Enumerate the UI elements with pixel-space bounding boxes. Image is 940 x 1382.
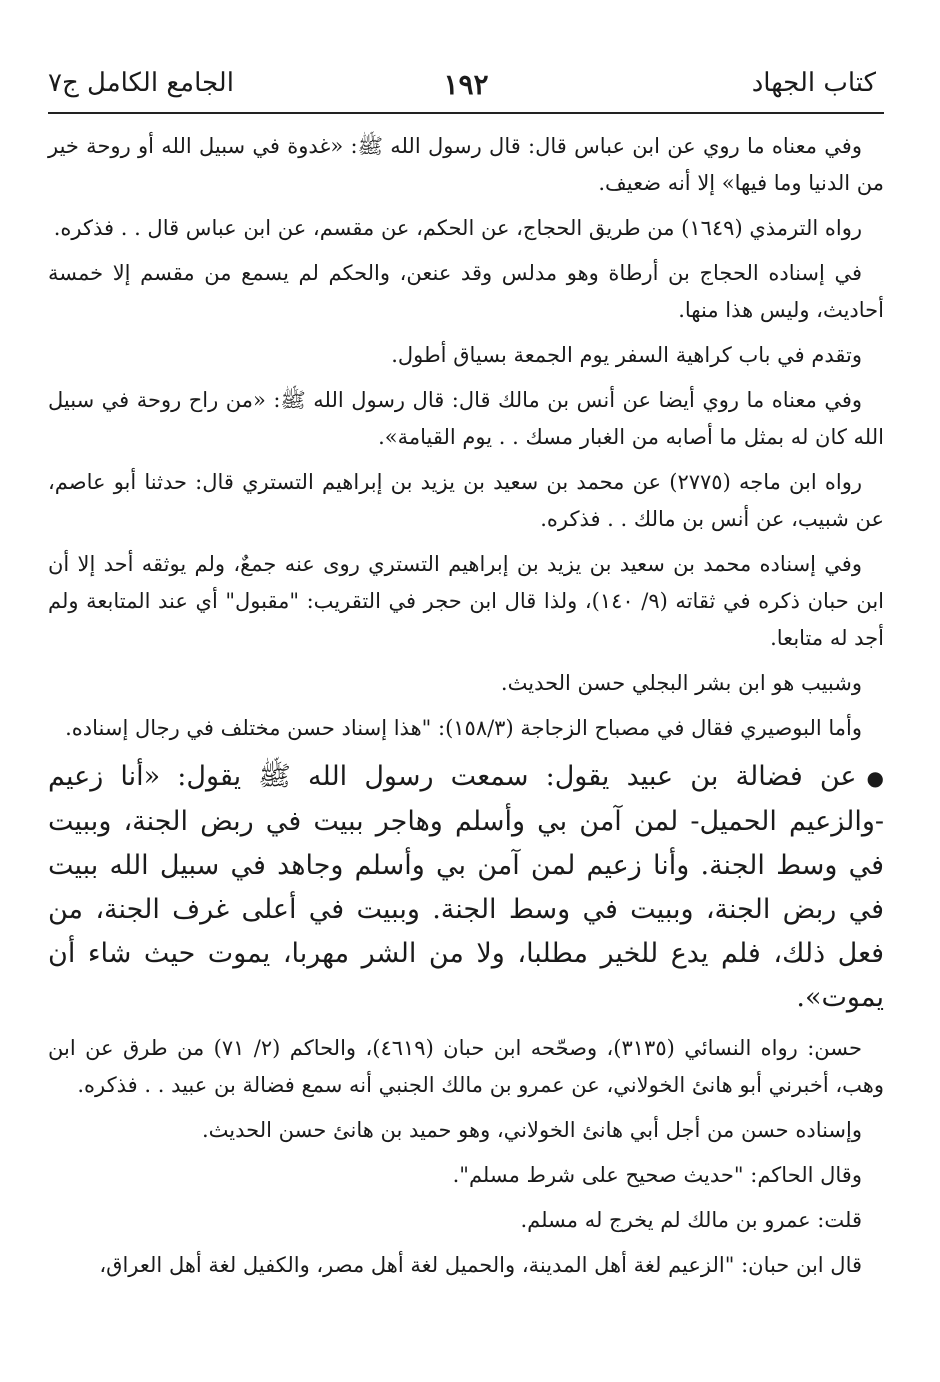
- paragraph: وفي إسناده محمد بن سعيد بن يزيد بن إبراهيم التستري روى عنه جمعٌ، ولم يوثقه أحد إلا أن ابن حبان ذكره في ثقاته (٩/ ١٤٠)، ولذا قال ابن حجر في التقريب: "مقبول" أي عند المتابعة ولم أجد له متابعا.: [48, 552, 885, 650]
- page-header: [48, 60, 884, 114]
- paragraph: وأما البوصيري فقال في مصباح الزجاجة (١٥٨/٣): "هذا إسناد حسن مختلف في رجال إسناده.: [65, 716, 862, 740]
- paragraph: في إسناده الحجاج بن أرطاة وهو مدلس وقد عنعن، والحكم لم يسمع من مقسم إلا خمسة أحاديث، وليس هذا منها.: [48, 261, 884, 322]
- paragraph: رواه ابن ماجه (٢٧٧٥) عن محمد بن سعيد بن يزيد بن إبراهيم التستري قال: حدثنا أبو عاصم، عن شبيب، عن أنس بن مالك . . فذكره.: [48, 470, 884, 531]
- hadith-text: [48, 755, 884, 1020]
- book-title: كتاب الجهاد: [751, 68, 876, 98]
- commentary-paragraph: قلت: عمرو بن مالك لم يخرج له مسلم.: [520, 1207, 862, 1232]
- page-number: ١٩٢: [443, 68, 489, 101]
- commentary-paragraph: وإسناده حسن من أجل أبي هانئ الخولاني، وهو حميد بن هانئ حسن الحديث.: [201, 1117, 862, 1142]
- commentary-paragraph: حسن: رواه النسائي (٣١٣٥)، وصحّحه ابن حبان (٤٦١٩)، والحاكم (٢/ ٧١) من طرق عن ابن وهب، أخبرني أبو هانئ الخولاني، عن عمرو بن مالك الجنبي أنه سمع فضالة بن عبيد . . فذكره.: [48, 1035, 884, 1097]
- bullet-icon: ●: [866, 765, 884, 790]
- paragraph: وتقدم في باب كراهية السفر يوم الجمعة بسياق أطول.: [391, 343, 862, 367]
- volume-title: الجامع الكامل ج٧: [48, 68, 234, 98]
- paragraph: وفي معناه ما روي عن ابن عباس قال: قال رسول الله ﷺ: «غدوة في سبيل الله أو روحة خير من الدنيا وما فيها» إلا أنه ضعيف.: [48, 134, 884, 195]
- paragraph: رواه الترمذي (١٦٤٩) من طريق الحجاج، عن الحكم، عن مقسم، عن ابن عباس قال . . فذكره.: [53, 216, 862, 240]
- hadith-body: عن فضالة بن عبيد يقول: سمعت رسول الله ﷺ يقول: «أنا زعيم -والزعيم الحميل- لمن آمن بي وأسلم وهاجر ببيت في ربض الجنة، وببيت في وسط الجنة. وأنا زعيم لمن آمن بي وأسلم وجاهد في سبيل الله ببيت في ربض الجنة، وببيت في وسط الجنة. وببيت في أعلى غرف الجنة، من فعل ذلك، فلم يدع للخير مطلبا، ولا من الشر مهربا، يموت حيث شاء أن يموت».: [48, 761, 884, 1013]
- commentary-paragraph: وقال الحاكم: "حديث صحيح على شرط مسلم".: [452, 1162, 862, 1187]
- commentary-paragraph: قال ابن حبان: "الزعيم لغة أهل المدينة، والحميل لغة أهل مصر، والكفيل لغة أهل العراق،: [99, 1252, 862, 1277]
- page-body: [48, 128, 884, 1284]
- paragraph: وشبيب هو ابن بشر البجلي حسن الحديث.: [500, 671, 862, 695]
- paragraph: وفي معناه ما روي أيضا عن أنس بن مالك قال: قال رسول الله ﷺ: «من راح روحة في سبيل الله كان له بمثل ما أصابه من الغبار مسك . . يوم القيامة».: [48, 388, 884, 449]
- book-page: [48, 60, 884, 1292]
